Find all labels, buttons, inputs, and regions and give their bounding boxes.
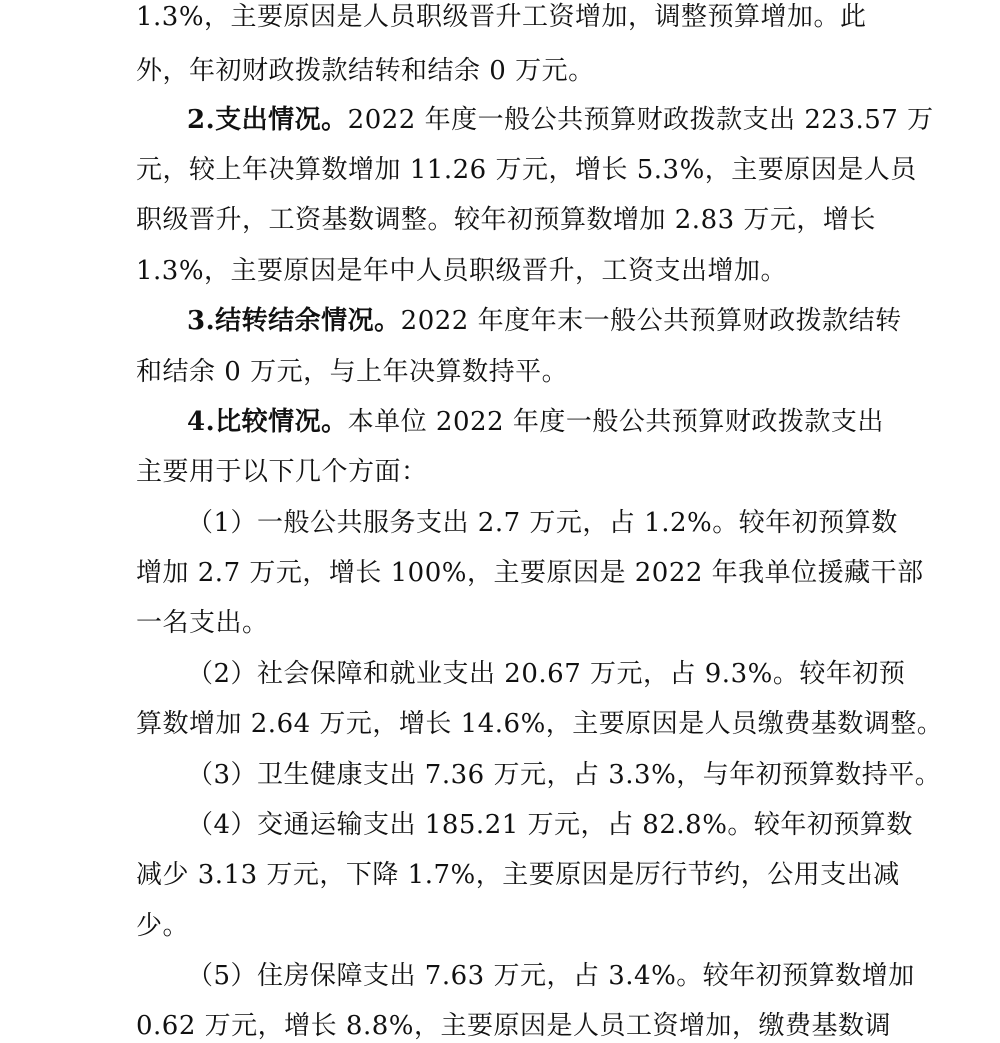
list-item-line: （1）一般公共服务支出 2.7 万元，占 1.2%。较年初预算数: [187, 508, 898, 538]
section-heading-line: 3.结转结余情况。2022 年度年末一般公共预算财政拨款结转: [187, 306, 902, 336]
paragraph-line: 0.62 万元，增长 8.8%，主要原因是人员工资增加，缴费基数调: [136, 1011, 891, 1041]
section-heading-line: 4.比较情况。本单位 2022 年度一般公共预算财政拨款支出: [187, 407, 884, 437]
section-heading: 4.比较情况。: [187, 407, 348, 437]
section-heading-line: 2.支出情况。2022 年度一般公共预算财政拨款支出 223.57 万: [187, 105, 934, 135]
paragraph-line: 元，较上年决算数增加 11.26 万元，增长 5.3%，主要原因是人员: [136, 155, 917, 185]
list-item-line: （3）卫生健康支出 7.36 万元，占 3.3%，与年初预算数持平。: [187, 760, 942, 790]
paragraph-line: 职级晋升，工资基数调整。较年初预算数增加 2.83 万元，增长: [136, 205, 876, 235]
list-item-line: （2）社会保障和就业支出 20.67 万元，占 9.3%。较年初预: [187, 659, 906, 689]
paragraph-line: 增加 2.7 万元，增长 100%，主要原因是 2022 年我单位援藏干部: [136, 558, 924, 588]
section-heading: 3.结转结余情况。: [187, 306, 401, 336]
list-item-line: （5）住房保障支出 7.63 万元，占 3.4%。较年初预算数增加: [187, 961, 915, 991]
paragraph-line: 算数增加 2.64 万元，增长 14.6%，主要原因是人员缴费基数调整。: [136, 709, 944, 739]
paragraph-line: 主要用于以下几个方面：: [136, 457, 428, 487]
paragraph-line: 和结余 0 万元，与上年决算数持平。: [136, 357, 569, 387]
section-heading: 2.支出情况。: [187, 105, 348, 135]
paragraph-line: 1.3%，主要原因是年中人员职级晋升，工资支出增加。: [136, 256, 788, 286]
paragraph-line: 一名支出。: [136, 608, 269, 638]
paragraph-line: 1.3%，主要原因是人员职级晋升工资增加，调整预算增加。此: [136, 2, 867, 32]
paragraph-line: 减少 3.13 万元，下降 1.7%，主要原因是厉行节约，公用支出减: [136, 860, 900, 890]
paragraph-line: 外，年初财政拨款结转和结余 0 万元。: [136, 56, 595, 86]
paragraph-line: 少。: [136, 911, 190, 941]
list-item-line: （4）交通运输支出 185.21 万元，占 82.8%。较年初预算数: [187, 810, 913, 840]
